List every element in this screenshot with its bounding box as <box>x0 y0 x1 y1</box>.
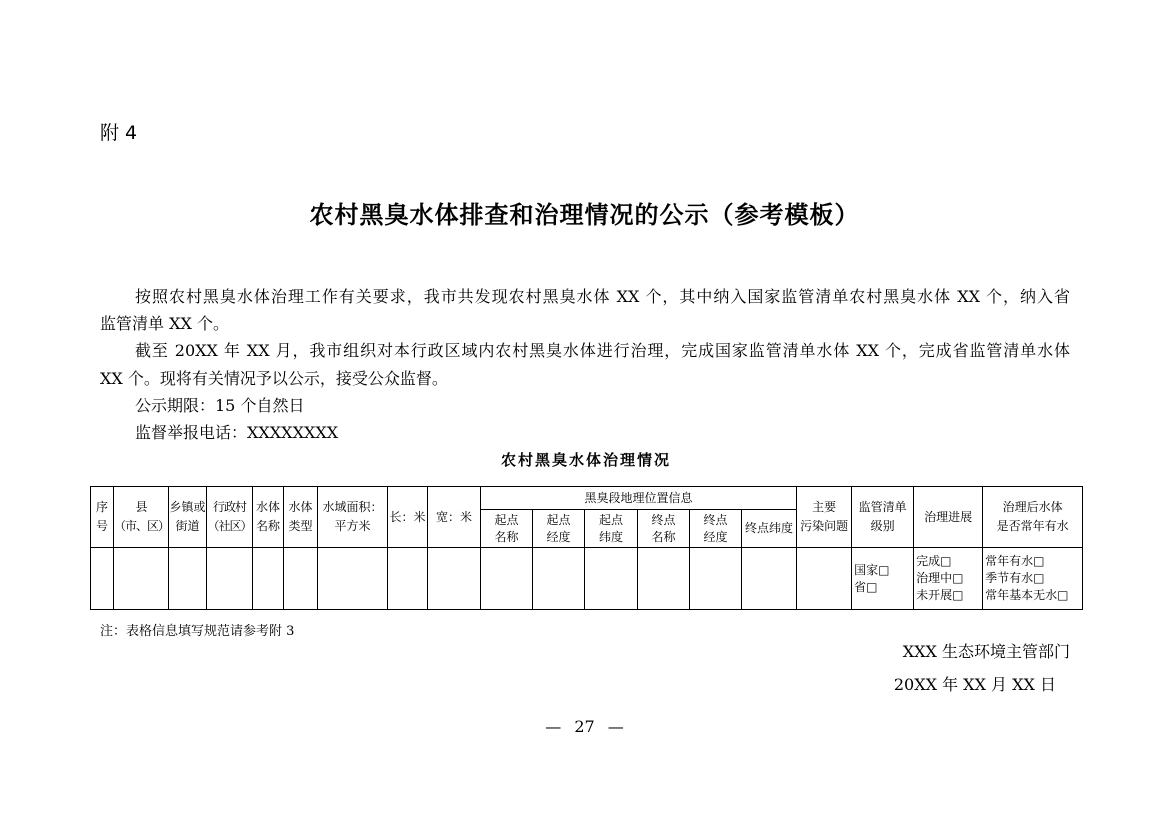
governance-table <box>90 486 1083 610</box>
attachment-label: 附 4 <box>100 122 138 144</box>
notice-body <box>100 283 1070 446</box>
issuing-department: XXX 生态环境主管部门 <box>902 642 1070 661</box>
table-note: 注：表格信息填写规范请参考附 3 <box>100 624 295 639</box>
paragraph-2-line-1: 截至 20XX 年 XX 月，我市组织对本行政区域内农村黑臭水体进行治理，完成国家监管清单水体 XX 个，完成省监管清单水体 <box>135 341 1070 361</box>
table-title: 农村黑臭水体治理情况 <box>500 451 671 469</box>
header-end-name: 终点 名称 <box>638 510 690 548</box>
cell-township <box>169 548 207 610</box>
header-location-group: 黑臭段地理位置信息 <box>481 487 797 510</box>
header-end-latitude: 终点纬度 <box>742 510 797 548</box>
cell-water-status: 常年有水□ 季节有水□ 常年基本无水□ <box>983 548 1083 610</box>
report-hotline: 监督举报电话：XXXXXXXX <box>135 423 339 443</box>
header-county: 县 （市、区） <box>114 487 169 548</box>
header-water-status: 治理后水体 是否常年有水 <box>983 487 1083 548</box>
header-end-longitude: 终点 经度 <box>690 510 742 548</box>
paragraph-2-line-2: XX 个。现将有关情况予以公示，接受公众监督。 <box>100 368 448 388</box>
header-water-area: 水域面积： 平方米 <box>318 487 388 548</box>
cell-village <box>207 548 253 610</box>
header-supervision-level: 监管清单 级别 <box>852 487 914 548</box>
document-title: 农村黑臭水体排查和治理情况的公示（参考模板） <box>309 200 860 229</box>
cell-end-longitude <box>690 548 742 610</box>
cell-end-latitude <box>742 548 797 610</box>
table-row <box>91 548 1083 610</box>
header-length: 长：米 <box>388 487 428 548</box>
header-start-latitude: 起点 纬度 <box>585 510 638 548</box>
header-township: 乡镇或 街道 <box>169 487 207 548</box>
header-serial-number: 序 号 <box>91 487 114 548</box>
cell-progress: 完成□ 治理中□ 未开展□ <box>914 548 983 610</box>
cell-serial-number <box>91 548 114 610</box>
header-water-body-type: 水体 类型 <box>284 487 318 548</box>
cell-water-area <box>318 548 388 610</box>
page-number: — 27 — <box>545 717 624 736</box>
paragraph-1-line-2: 监管清单 XX 个。 <box>100 314 229 334</box>
cell-county <box>114 548 169 610</box>
paragraph-1-line-1: 按照农村黑臭水体治理工作有关要求，我市共发现农村黑臭水体 XX 个，其中纳入国家监管清单农村黑臭水体 XX 个，纳入省 <box>135 287 1070 306</box>
issue-date: 20XX 年 XX 月 XX 日 <box>893 675 1056 694</box>
cell-water-body-name <box>253 548 284 610</box>
cell-width <box>428 548 481 610</box>
header-progress: 治理进展 <box>914 487 983 548</box>
header-village: 行政村 （社区） <box>207 487 253 548</box>
cell-start-latitude <box>585 548 638 610</box>
table-header-row-1 <box>91 487 1083 510</box>
cell-start-longitude <box>533 548 585 610</box>
header-width: 宽：米 <box>428 487 481 548</box>
cell-end-name <box>638 548 690 610</box>
header-start-longitude: 起点 经度 <box>533 510 585 548</box>
header-water-body-name: 水体 名称 <box>253 487 284 548</box>
cell-start-name <box>481 548 533 610</box>
cell-main-pollution <box>797 548 852 610</box>
cell-water-body-type <box>284 548 318 610</box>
cell-length <box>388 548 428 610</box>
cell-supervision-level: 国家□ 省□ <box>852 548 914 610</box>
header-main-pollution: 主要 污染问题 <box>797 487 852 548</box>
publicity-period: 公示期限：15 个自然日 <box>135 395 305 415</box>
header-start-name: 起点 名称 <box>481 510 533 548</box>
